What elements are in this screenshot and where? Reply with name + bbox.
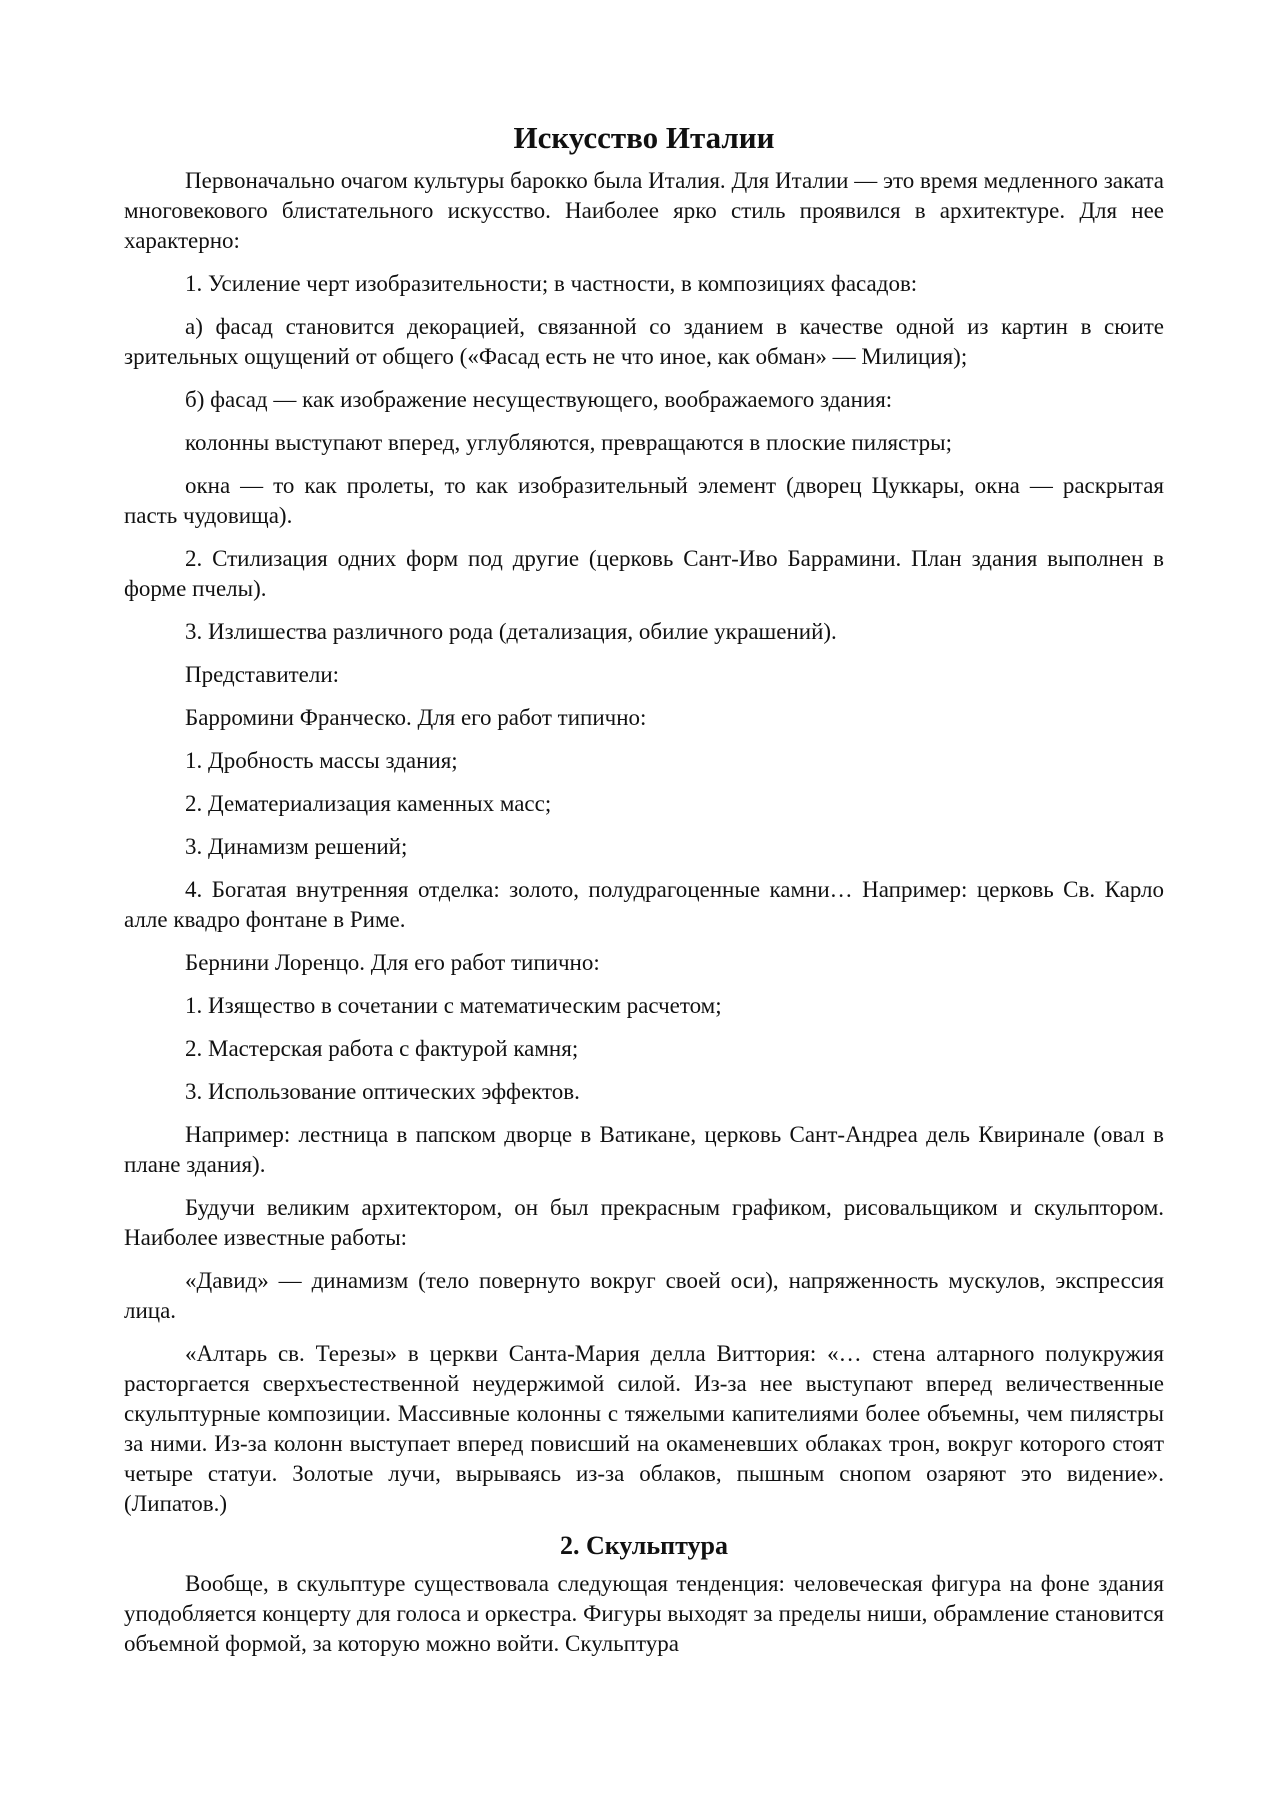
- paragraph-david: «Давид» — динамизм (тело повернуто вокруг своей оси), напряженность мускулов, экспрессия лица.: [124, 1268, 1164, 1323]
- paragraph-sculpture: Вообще, в скульптуре существовала следующая тенденция: человеческая фигура на фоне здания уподобляется концерту для голоса и оркестра. Фигуры выходят за пределы ниши, обрамление становится объемной формой, за которую можно войти. Скульптура: [124, 1571, 1164, 1656]
- paragraph-list-item: 1. Усиление черт изобразительности; в частности, в композициях фасадов:: [185, 271, 918, 296]
- paragraph-list-item: 1. Изящество в сочетании с математическим расчетом;: [185, 993, 722, 1018]
- paragraph-bernini: Бернини Лоренцо. Для его работ типично:: [185, 950, 600, 975]
- paragraph-borromini: Барромини Франческо. Для его работ типично:: [185, 705, 647, 730]
- paragraph-representatives: Представители:: [185, 662, 340, 687]
- paragraph-list-item: 4. Богатая внутренняя отделка: золото, полудрагоценные камни… Например: церковь Св. Карло алле квадро фонтане в Риме.: [124, 877, 1164, 932]
- paragraph-example: Например: лестница в папском дворце в Ватикане, церковь Сант-Андреа дель Квиринале (овал в плане здания).: [124, 1122, 1164, 1177]
- paragraph-list-item: колонны выступают вперед, углубляются, превращаются в плоские пилястры;: [185, 430, 953, 455]
- paragraph-list-item: 3. Динамизм решений;: [185, 834, 408, 859]
- section-heading: 2. Скульптура: [560, 1531, 728, 1560]
- paragraph-list-item: 2. Мастерская работа с фактурой камня;: [185, 1036, 579, 1061]
- paragraph-list-item: 2. Дематериализация каменных масс;: [185, 791, 552, 816]
- paragraph-list-item: 1. Дробность массы здания;: [185, 748, 458, 773]
- paragraph-list-item: а) фасад становится декорацией, связанной со зданием в качестве одной из картин в сюите зрительных ощущений от общего («Фасад есть не что иное, как обман» — Милиция);: [124, 314, 1164, 369]
- document-title: Искусство Италии: [513, 120, 775, 155]
- paragraph-list-item: 3. Излишества различного рода (детализация, обилие украшений).: [185, 619, 837, 644]
- paragraph-body: Будучи великим архитектором, он был прекрасным графиком, рисовальщиком и скульптором. Наиболее известные работы:: [124, 1195, 1164, 1250]
- paragraph-intro: Первоначально очагом культуры барокко была Италия. Для Италии — это время медленного заката многовекового блистательного искусство. Наиболее ярко стиль проявился в архитектуре. Для нее характерно:: [124, 168, 1164, 253]
- paragraph-list-item: 2. Стилизация одних форм под другие (церковь Сант-Иво Баррамини. План здания выполнен в форме пчелы).: [124, 546, 1164, 601]
- paragraph-list-item: окна — то как пролеты, то как изобразительный элемент (дворец Цуккары, окна — раскрытая пасть чудовища).: [124, 473, 1164, 528]
- paragraph-altar-quote: «Алтарь св. Терезы» в церкви Санта-Мария делла Виттория: «… стена алтарного полукружия расторгается сверхъестественной неудержимой силой. Из-за нее выступают вперед величественные скульптурные композиции. Массивные колонны с тяжелыми капителиями более объемны, чем пилястры за ними. Из-за колонн выступает вперед повисший на окаменевших облаках трон, вокруг которого стоят четыре статуи. Золотые лучи, вырываясь из-за облаков, пышным снопом озаряют это видение». (Липатов.): [124, 1341, 1164, 1516]
- paragraph-list-item: б) фасад — как изображение несуществующего, воображаемого здания:: [185, 387, 893, 412]
- paragraph-list-item: 3. Использование оптических эффектов.: [185, 1079, 580, 1104]
- document-page: [124, 118, 1164, 1672]
